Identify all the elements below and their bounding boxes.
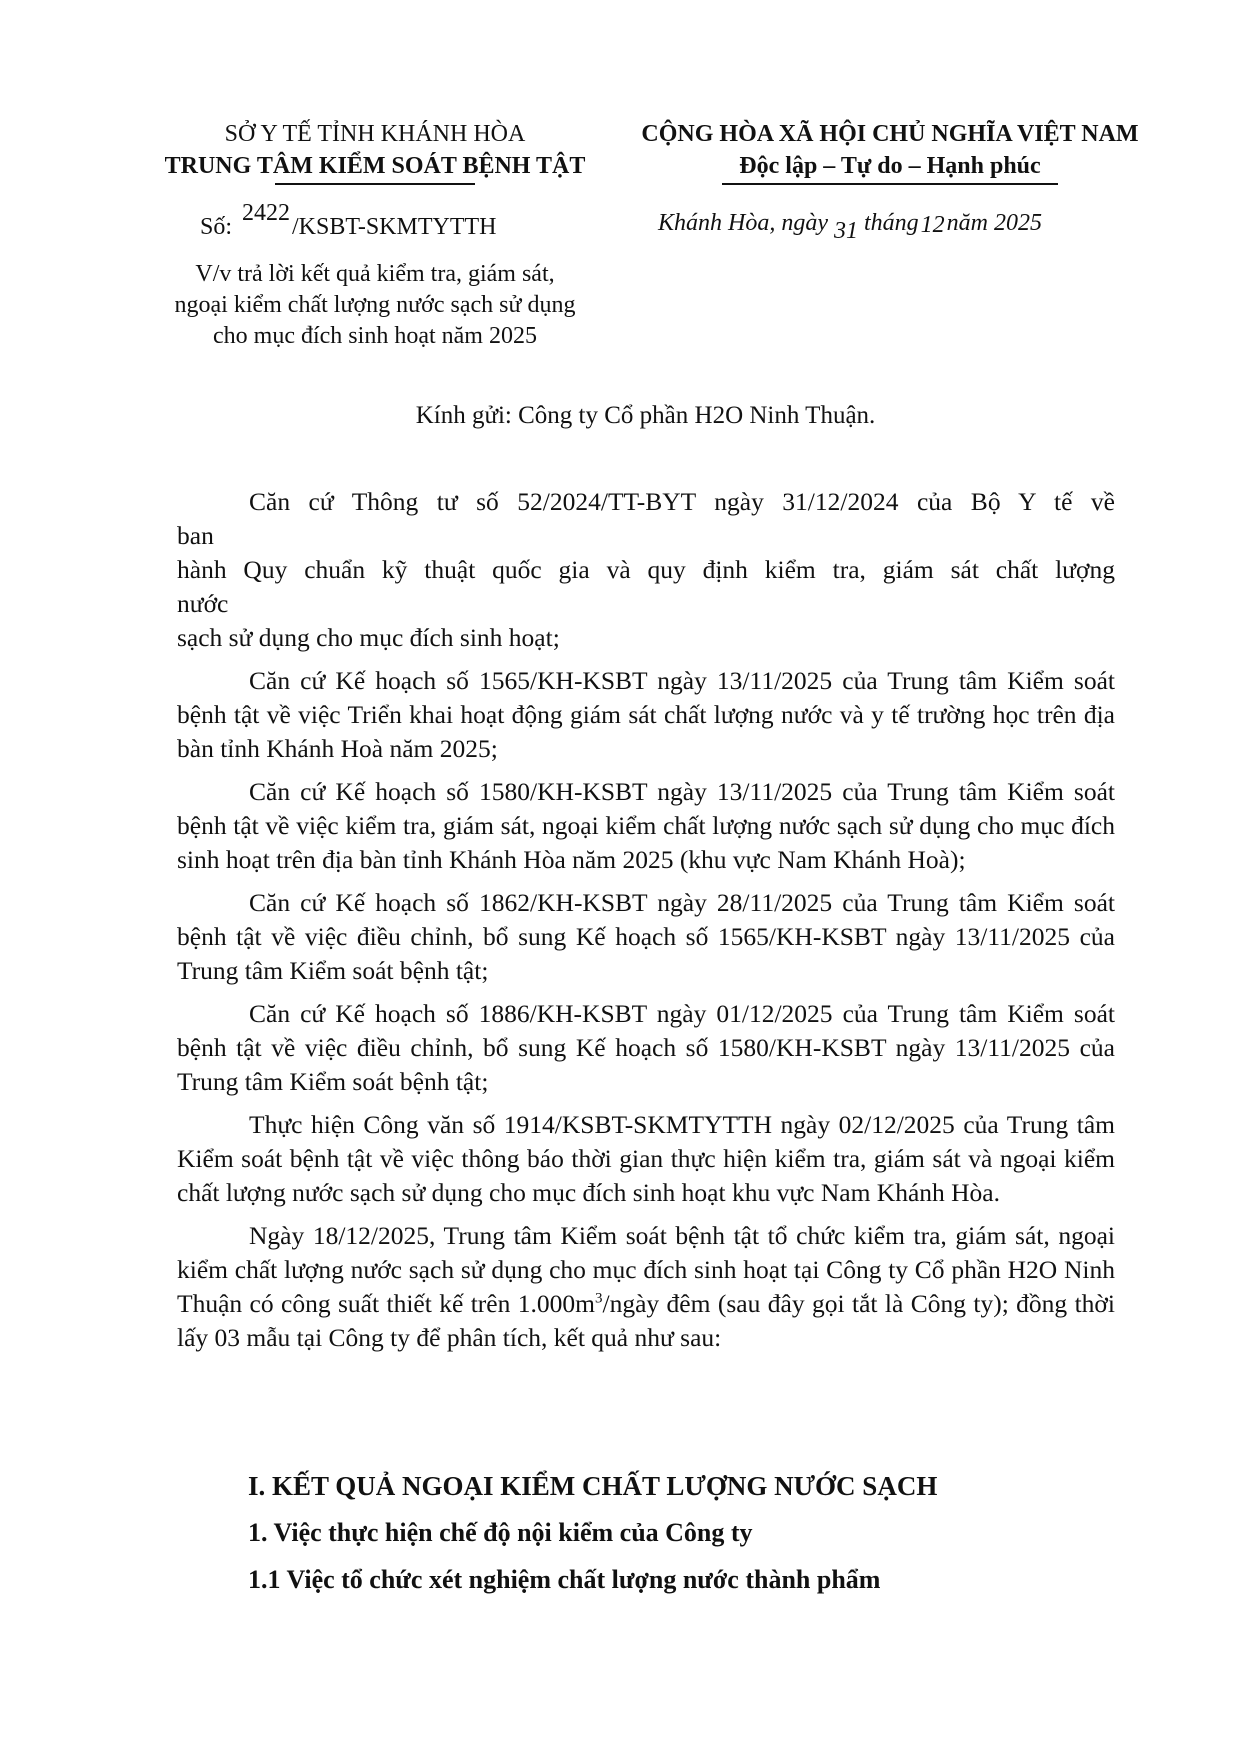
subject-block	[140, 259, 610, 352]
paragraph-line: nước	[177, 589, 229, 618]
agency-name: TRUNG TÂM KIỂM SOÁT BỆNH TẬT	[164, 153, 586, 179]
national-title: CỘNG HÒA XÃ HỘI CHỦ NGHĨA VIỆT NAM	[641, 121, 1139, 147]
date-month: 12	[920, 212, 945, 238]
subject-line: V/v trả lời kết quả kiểm tra, giám sát,	[195, 261, 555, 287]
paragraph-line: sạch sử dụng cho mục đích sinh hoạt;	[177, 623, 560, 652]
subsection-heading-1: 1. Việc thực hiện chế độ nội kiểm của Công ty	[248, 1518, 753, 1547]
doc-number-value: 2422	[242, 200, 291, 226]
paragraph-line: Căn cứ Thông tư số 52/2024/TT-BYT ngày 31/12/2024 của Bộ Y tế về	[249, 487, 1115, 516]
document-number	[200, 200, 497, 241]
doc-number-suffix: /KSBT-SKMTYTTH	[292, 214, 497, 240]
motto-underline	[722, 183, 1058, 185]
national-header	[620, 118, 1160, 185]
agency-header	[140, 118, 610, 185]
paragraph-1	[177, 485, 1115, 655]
paragraph-6: Thực hiện Công văn số 1914/KSBT-SKMTYTTH ngày 02/12/2025 của Trung tâm Kiểm soát bệnh tật về việc thông báo thời gian thực hiện kiểm tra, giám sát và ngoại kiểm chất lượng nước sạch sử dụng cho mục đích sinh hoạt khu vực Nam Khánh Hòa.	[177, 1110, 1115, 1207]
subject-line: ngoại kiểm chất lượng nước sạch sử dụng	[174, 292, 576, 318]
paragraph-7	[177, 1219, 1115, 1355]
date-year: năm 2025	[946, 210, 1043, 236]
date-day: 31	[834, 218, 858, 244]
document-body	[177, 485, 1115, 1364]
cubic-superscript: 3	[594, 1290, 603, 1307]
paragraph-7-text: Ngày 18/12/2025, Trung tâm Kiểm soát bệnh tật tổ chức kiểm tra, giám sát, ngoại kiểm chất lượng nước sạch sử dụng cho mục đích sinh hoạt tại Công ty Cổ phần H2O Ninh Thuận có công suất thiết kế trên 1.000m	[177, 1221, 1115, 1318]
paragraph-line: ban	[177, 521, 214, 550]
paragraph-5: Căn cứ Kế hoạch số 1886/KH-KSBT ngày 01/12/2025 của Trung tâm Kiểm soát bệnh tật về việc điều chỉnh, bổ sung Kế hoạch số 1580/KH-KSBT ngày 13/11/2025 của Trung tâm Kiểm soát bệnh tật;	[177, 999, 1115, 1096]
national-motto: Độc lập – Tự do – Hạnh phúc	[739, 153, 1041, 179]
agency-parent: SỞ Y TẾ TỈNH KHÁNH HÒA	[224, 121, 526, 147]
date-line	[658, 210, 1043, 244]
section-heading-1: I. KẾT QUẢ NGOẠI KIỂM CHẤT LƯỢNG NƯỚC SẠCH	[248, 1471, 938, 1501]
paragraph-line: hành Quy chuẩn kỹ thuật quốc gia và quy định kiểm tra, giám sát chất lượng	[177, 555, 1115, 584]
date-month-label: tháng	[864, 210, 919, 236]
paragraph-2: Căn cứ Kế hoạch số 1565/KH-KSBT ngày 13/11/2025 của Trung tâm Kiểm soát bệnh tật về việc Triển khai hoạt động giám sát chất lượng nước và y tế trường học trên địa bàn tỉnh Khánh Hoà năm 2025;	[177, 666, 1115, 763]
subject-line: cho mục đích sinh hoạt năm 2025	[213, 323, 537, 349]
recipient: Kính gửi: Công ty Cổ phần H2O Ninh Thuận.	[415, 402, 876, 429]
date-place: Khánh Hòa, ngày	[658, 210, 828, 236]
agency-underline	[275, 183, 475, 185]
paragraph-7-text-end: /ngày đêm (sau đây gọi tắt là Công ty); đồng thời lấy 03 mẫu tại Công ty để phân tích, kết quả như sau:	[177, 1289, 1115, 1352]
paragraph-3: Căn cứ Kế hoạch số 1580/KH-KSBT ngày 13/11/2025 của Trung tâm Kiểm soát bệnh tật về việc kiểm tra, giám sát, ngoại kiểm chất lượng nước sạch sử dụng cho mục đích sinh hoạt trên địa bàn tỉnh Khánh Hòa năm 2025 (khu vực Nam Khánh Hoà);	[177, 777, 1115, 874]
subsection-heading-1-1: 1.1 Việc tổ chức xét nghiệm chất lượng nước thành phẩm	[248, 1565, 881, 1594]
recipient-line	[0, 402, 1241, 430]
paragraph-4: Căn cứ Kế hoạch số 1862/KH-KSBT ngày 28/11/2025 của Trung tâm Kiểm soát bệnh tật về việc điều chỉnh, bổ sung Kế hoạch số 1565/KH-KSBT ngày 13/11/2025 của Trung tâm Kiểm soát bệnh tật;	[177, 888, 1115, 985]
doc-number-prefix: Số:	[200, 214, 233, 240]
